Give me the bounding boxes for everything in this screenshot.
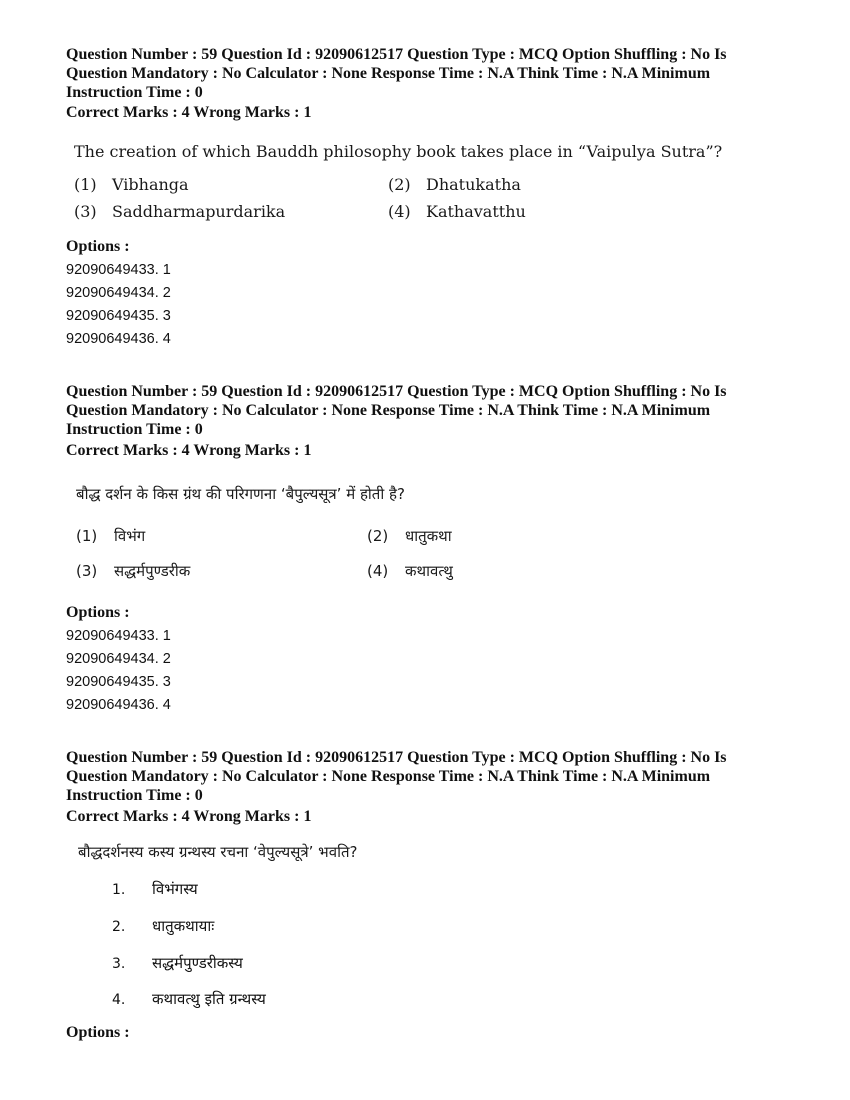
question-text-3: बौद्धदर्शनस्य कस्य ग्रन्थस्य रचना ‘वेपुल्यसूत्रे’ भवति? bbox=[78, 843, 358, 861]
marks-line-1: Correct Marks : 4 Wrong Marks : 1 bbox=[66, 104, 312, 121]
meta-line: Question Number : 59 Question Id : 92090612517 Question Type : MCQ Option Shuffling : No Is bbox=[66, 46, 727, 63]
meta-line: Question Mandatory : No Calculator : None Response Time : N.A Think Time : N.A Minimum bbox=[66, 402, 711, 419]
choice-1-4: (4) Kathavatthu bbox=[388, 202, 526, 221]
option-id: 92090649435. 3 bbox=[66, 308, 171, 324]
question-meta-2 bbox=[66, 382, 806, 439]
marks-line-2: Correct Marks : 4 Wrong Marks : 1 bbox=[66, 442, 312, 459]
options-heading-3: Options : bbox=[66, 1024, 130, 1041]
option-id: 92090649434. 2 bbox=[66, 285, 171, 301]
options-heading-2: Options : bbox=[66, 604, 130, 621]
meta-line: Question Number : 59 Question Id : 92090612517 Question Type : MCQ Option Shuffling : No Is bbox=[66, 383, 727, 400]
choice-2-4: (4) कथावत्थु bbox=[367, 562, 453, 580]
question-text-1: The creation of which Bauddh philosophy book takes place in “Vaipulya Sutra”? bbox=[74, 142, 723, 161]
question-meta-1 bbox=[66, 45, 806, 102]
option-id: 92090649433. 1 bbox=[66, 262, 171, 278]
choice-3-3: 3. सद्धर्मपुण्डरीकस्य bbox=[112, 954, 243, 972]
meta-line: Instruction Time : 0 bbox=[66, 787, 203, 804]
choice-3-1: 1. विभंगस्य bbox=[112, 880, 198, 898]
options-heading-1: Options : bbox=[66, 238, 130, 255]
choice-2-2: (2) धातुकथा bbox=[367, 527, 452, 545]
question-text-2: बौद्ध दर्शन के किस ग्रंथ की परिगणना ‘बैपुल्यसूत्र’ में होती है? bbox=[76, 485, 405, 503]
option-id: 92090649435. 3 bbox=[66, 674, 171, 690]
option-id: 92090649433. 1 bbox=[66, 628, 171, 644]
choice-3-4: 4. कथावत्थु इति ग्रन्थस्य bbox=[112, 990, 266, 1008]
question-meta-3 bbox=[66, 748, 806, 805]
meta-line: Question Number : 59 Question Id : 92090612517 Question Type : MCQ Option Shuffling : No Is bbox=[66, 749, 727, 766]
meta-line: Instruction Time : 0 bbox=[66, 421, 203, 438]
meta-line: Question Mandatory : No Calculator : None Response Time : N.A Think Time : N.A Minimum bbox=[66, 65, 711, 82]
option-id: 92090649436. 4 bbox=[66, 331, 171, 347]
choice-3-2: 2. धातुकथायाः bbox=[112, 917, 215, 935]
option-id: 92090649434. 2 bbox=[66, 651, 171, 667]
choice-1-2: (2) Dhatukatha bbox=[388, 175, 521, 194]
option-id: 92090649436. 4 bbox=[66, 697, 171, 713]
choice-1-3: (3) Saddharmapurdarika bbox=[74, 202, 286, 221]
marks-line-3: Correct Marks : 4 Wrong Marks : 1 bbox=[66, 808, 312, 825]
meta-line: Question Mandatory : No Calculator : None Response Time : N.A Think Time : N.A Minimum bbox=[66, 768, 711, 785]
choice-1-1: (1) Vibhanga bbox=[74, 175, 189, 194]
choice-2-1: (1) विभंग bbox=[76, 527, 146, 545]
meta-line: Instruction Time : 0 bbox=[66, 84, 203, 101]
choice-2-3: (3) सद्धर्मपुण्डरीक bbox=[76, 562, 191, 580]
